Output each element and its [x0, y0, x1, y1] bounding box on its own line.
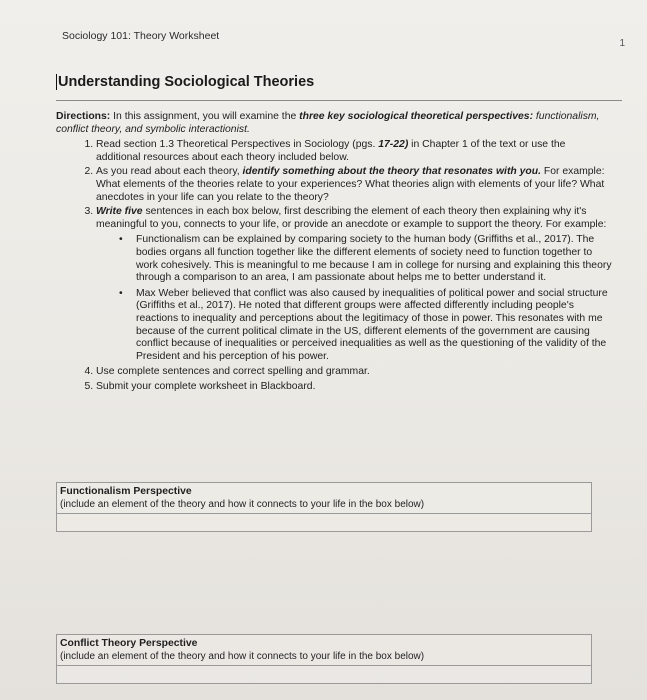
directions-paragraph — [56, 111, 612, 136]
functionalism-box-header — [57, 483, 591, 514]
instructions — [56, 111, 612, 395]
step-5: 5. Submit your complete worksheet in Blackboard. — [96, 381, 612, 394]
directions-label: Directions: — [56, 111, 111, 122]
functionalism-box-subtitle: (include an element of the theory and how it connects to your life in the box below) — [60, 498, 425, 510]
conflict-theory-box-header — [57, 635, 591, 666]
steps-list — [56, 139, 612, 393]
directions-perspectives: functionalism, conflict theory, and symbolic interactionist. — [56, 111, 600, 135]
step-1: 1. Read section 1.3 Theoretical Perspectives in Sociology (pgs. 17-22) in Chapter 1 of the text or use the additional resources about each theory included below. — [96, 139, 612, 164]
title-divider — [56, 100, 622, 101]
functionalism-box — [56, 482, 592, 532]
directions-emphasis: three key sociological theoretical perspectives: — [299, 111, 534, 122]
page-title: Understanding Sociological Theories — [58, 74, 315, 90]
functionalism-answer-area[interactable] — [57, 514, 591, 562]
conflict-theory-box-title: Conflict Theory Perspective — [60, 638, 198, 649]
step-2: 2. As you read about each theory, identify something about the theory that resonates with you. For example: What elements of the theories relate to your experiences? What theories align with elements of your life? What anecdotes in your life can you relate to the theory? — [96, 166, 612, 204]
examples-list — [96, 234, 612, 363]
functionalism-box-title: Functionalism Perspective — [60, 486, 192, 497]
page-number: 1 — [619, 38, 625, 49]
directions-text: In this assignment, you will examine the — [110, 111, 300, 122]
step-4: 4. Use complete sentences and correct spelling and grammar. — [96, 366, 612, 379]
example-functionalism: • Functionalism can be explained by comparing society to the human body (Griffiths et al., 2017). The bodies organs all function together like the different elements of society need to function together to work cohesively. This is meaningful to me because I am in college for nursing and explaining this theory through a comparison to an area, I am passionate about helps me to better understand it. — [136, 234, 612, 284]
example-conflict: • Max Weber believed that conflict was also caused by inequalities of political power and social structure (Griffiths et al., 2017). He noted that different groups were affected differently including people's reactions to inequality and perceptions about the legitimacy of those in power. This resonates with me because of the current political climate in the US, different elements of the government are causing conflict because of inequalities or perceived inequalities as well as the questioning of the validity of the President and his perception of his power. — [136, 288, 612, 364]
conflict-theory-box — [56, 634, 592, 684]
conflict-theory-answer-area[interactable] — [57, 666, 591, 700]
step-3: 3. Write five sentences in each box below, first describing the element of each theory then explaining why it's meaningful to you, connects to your life, or provide an anecdote or example to support the theory. For example: • Functionalism can be explained by comparing society to the human body (Griffiths et al., 2017). The bodies organs all function together like the different elements of society need to function together to work cohesively. This is meaningful to me because I am in college for nursing and explaining this theory through a comparison to an area, I am passionate about helps me to better understand it. • Max Weber believed that conflict was also caused by inequalities of political power and social structure (Griffiths et al., 2017). He noted that different groups were affected differently including people's reactions to inequality and perceptions about the legitimacy of those in power. This resonates with me because of the current political climate in the US, different elements of the government are causing conflict because of inequalities or perceived inequalities as well as the questioning of the validity of the President and his perception of his power. — [96, 206, 612, 363]
conflict-theory-box-subtitle: (include an element of the theory and how it connects to your life in the box below) — [60, 650, 425, 662]
document-header: Sociology 101: Theory Worksheet — [62, 30, 220, 42]
